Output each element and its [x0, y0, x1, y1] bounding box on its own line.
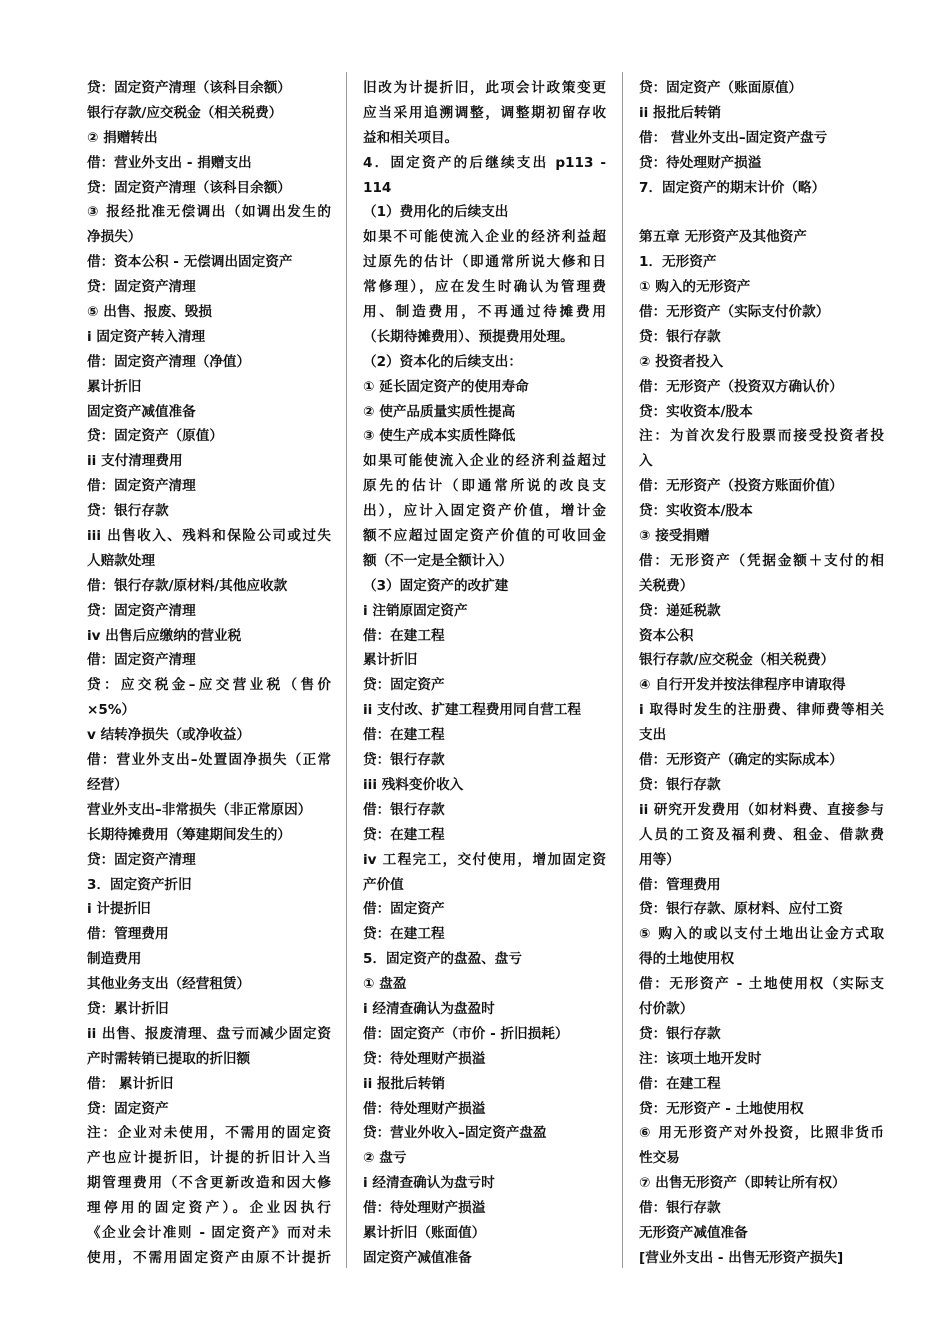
text-line: 贷：累计折旧: [87, 1000, 169, 1017]
text-line: （1）费用化的后续支出: [363, 204, 509, 221]
text-line: 无形资产减值准备: [639, 1224, 748, 1241]
text-line: 贷：固定资产清理（该科目余额）: [87, 80, 291, 96]
text-line: 益和相关项目。: [363, 129, 459, 146]
text-line: ① 延长固定资产的使用寿命: [363, 378, 529, 395]
text-line: 贷：固定资产: [87, 1100, 169, 1117]
text-line: 得的土地使用权: [639, 951, 735, 968]
text-line: 借：待处理财产损溢: [363, 1200, 486, 1217]
text-line: 关税费）: [639, 577, 694, 594]
text-line: 额（不一定是全额计入）: [363, 552, 513, 569]
text-line: ⑤ 购入的或以支付土地出让金方式取: [639, 926, 884, 943]
text-line: 贷：银行存款、原材料、应付工资: [639, 901, 843, 918]
text-line: 使用，不需用固定资产由原不计提折: [87, 1249, 331, 1266]
text-line: v 结转净损失（或净收益）: [87, 727, 251, 744]
text-line: 贷：银行存款: [87, 503, 169, 520]
text-line: 制造费用: [87, 951, 142, 968]
text-line: ③ 接受捐赠: [639, 528, 710, 545]
text-line: （3）固定资产的改扩建: [363, 577, 509, 594]
text-line: 借：管理费用: [87, 926, 169, 943]
text-line: 贷：营业外收入–固定资产盘盈: [363, 1125, 547, 1142]
text-line: 性交易: [639, 1150, 680, 1167]
text-line: ii 支付改、扩建工程费用同自营工程: [363, 702, 581, 719]
text-line: 贷：固定资产清理: [87, 602, 196, 619]
text-line: 产也应计提折旧，计提的折旧计入当: [87, 1150, 331, 1167]
text-line: 贷：固定资产清理（该科目余额）: [87, 179, 291, 196]
text-line: ③ 使生产成本实质性降低: [363, 428, 516, 445]
text-line: 银行存款/应交税金（相关税费）: [639, 652, 835, 669]
text-line: iv 工程完工，交付使用，增加固定资: [363, 851, 606, 868]
text-line: 如果不可能使流入企业的经济利益超: [363, 229, 606, 246]
text-line: 5．固定资产的盘盈、盘亏: [363, 951, 522, 968]
text-line: 7．固定资产的期末计价（略）: [639, 179, 826, 196]
text-line: ii 支付清理费用: [87, 453, 183, 470]
text-line: 借： 累计折旧: [87, 1075, 174, 1092]
text-line: [639, 200, 884, 225]
text-line: 贷：在建工程: [363, 826, 445, 843]
text-line: 借：无形资产（投资双方确认价）: [639, 378, 843, 395]
text-line: 第五章 无形资产及其他资产: [639, 229, 807, 246]
text-line: （2）资本化的后续支出：: [363, 353, 522, 370]
text-line: 固定资产减值准备: [363, 1249, 472, 1266]
text-line: ② 盘亏: [363, 1150, 407, 1167]
text-line: 3．固定资产折旧: [87, 876, 192, 893]
text-line: 注：企业对未使用，不需用的固定资: [87, 1125, 331, 1142]
text-line: ④ 自行开发并按法律程序申请取得: [639, 677, 846, 694]
text-line: 累计折旧（账面值）: [363, 1224, 486, 1241]
text-line: 应当采用追溯调整，调整期初留存收: [363, 104, 606, 121]
text-line: 贷：银行存款: [639, 1025, 721, 1042]
text-line: 其他业务支出（经营租赁）: [87, 976, 251, 993]
column-divider-1: [346, 72, 347, 1268]
text-line: ② 使产品质量实质性提高: [363, 403, 516, 420]
text-line: 借：管理费用: [639, 876, 721, 893]
text-line: 贷：固定资产: [363, 677, 445, 694]
text-line: i 经清查确认为盘盈时: [363, 1000, 495, 1017]
text-line: 114: [363, 179, 392, 196]
text-line: 原先的估计（即通常所说的改良支: [363, 478, 606, 495]
text-line: 借：无形资产（投资方账面价值）: [639, 478, 843, 495]
text-line: 银行存款/应交税金（相关税费）: [87, 104, 283, 121]
text-line: 4．固定资产的后继续支出 p113 -: [363, 154, 606, 171]
text-line: i 取得时发生的注册费、律师费等相关: [639, 702, 884, 719]
text-line: 贷：待处理财产损溢: [363, 1050, 486, 1067]
text-line: 借：在建工程: [363, 727, 445, 744]
text-line: i 计提折旧: [87, 901, 151, 918]
text-line: 1．无形资产: [639, 254, 717, 271]
text-line: 借：银行存款/原材料/其他应收款: [87, 577, 288, 594]
text-line: 借：固定资产清理: [87, 478, 196, 495]
text-line: ⑦ 出售无形资产（即转让所有权）: [639, 1175, 846, 1192]
text-line: 人员的工资及福利费、租金、借款费: [639, 826, 884, 843]
text-line: 借：固定资产清理（净值）: [87, 353, 251, 370]
text-line: 借：无形资产 - 土地使用权（实际支: [639, 976, 884, 993]
text-line: ① 购入的无形资产: [639, 279, 751, 296]
text-line: ii 研究开发费用（如材料费、直接参与: [639, 801, 884, 818]
text-line: 经营）: [87, 776, 128, 793]
text-line: 借：固定资产（市价 - 折旧损耗）: [363, 1025, 569, 1042]
text-line: ⑤ 出售、报废、毁损: [87, 304, 212, 321]
text-line: ii 报批后转销: [363, 1075, 446, 1092]
text-line: 贷：递延税款: [639, 602, 721, 619]
text-line: 净损失）: [87, 229, 142, 246]
text-line: 资本公积: [639, 627, 694, 644]
text-line: 营业外支出–非常损失（非正常原因）: [87, 801, 312, 818]
text-column-3: [639, 76, 884, 1271]
text-line: 贷：固定资产（账面原值）: [639, 80, 803, 96]
text-line: 付价款）: [639, 1000, 694, 1017]
text-line: 借：无形资产（确定的实际成本）: [639, 752, 843, 769]
text-line: 借：营业外支出–处置固净损失（正常: [87, 752, 331, 769]
text-line: 借：银行存款: [363, 801, 445, 818]
text-line: iii 残料变价收入: [363, 776, 464, 793]
text-line: 期管理费用（不含更新改造和因大修: [87, 1175, 331, 1192]
text-line: i 注销原固定资产: [363, 602, 468, 619]
text-line: 贷：应交税金–应交营业税（售价: [87, 677, 331, 694]
text-line: 支出: [639, 727, 667, 744]
text-line: 额不应超过固定资产价值的可收回金: [363, 528, 606, 545]
text-line: 借：在建工程: [639, 1075, 721, 1092]
text-line: 过原先的估计（即通常所说大修和日: [363, 254, 606, 271]
text-line: ② 投资者投入: [639, 353, 724, 370]
text-line: 借：待处理财产损溢: [363, 1100, 486, 1117]
text-line: 借：固定资产: [363, 901, 445, 918]
text-line: 贷：在建工程: [363, 926, 445, 943]
text-line: 入: [639, 453, 653, 470]
text-line: 贷：银行存款: [363, 752, 445, 769]
text-line: 累计折旧: [87, 378, 142, 395]
text-line: ③ 报经批准无偿调出（如调出发生的: [87, 204, 331, 221]
text-line: 固定资产减值准备: [87, 403, 196, 420]
text-line: 人赔款处理: [87, 552, 155, 569]
text-line: i 经清查确认为盘亏时: [363, 1175, 495, 1192]
text-line: 长期待摊费用（筹建期间发生的）: [87, 826, 291, 843]
text-line: iii 出售收入、残料和保险公司或过失: [87, 528, 331, 545]
text-line: 用、制造费用，不再通过待摊费用: [363, 304, 606, 321]
text-line: 贷：固定资产清理: [87, 851, 196, 868]
text-line: 出），应计入固定资产价值，增计金: [363, 503, 606, 520]
text-line: 旧改为计提折旧，此项会计政策变更: [363, 80, 606, 96]
text-line: 贷：实收资本/股本: [639, 503, 753, 520]
text-line: （长期待摊费用）、预提费用处理。: [363, 328, 574, 345]
text-line: 贷：固定资产（原值）: [87, 428, 223, 445]
text-line: 累计折旧: [363, 652, 418, 669]
text-line: 借：银行存款: [639, 1200, 721, 1217]
text-line: 理停用的固定资产）。企业因执行: [87, 1200, 331, 1217]
text-line: 借：营业外支出 - 捐赠支出: [87, 154, 252, 171]
text-line: 常修理），应在发生时确认为管理费: [363, 279, 606, 296]
text-line: 借：无形资产（实际支付价款）: [639, 304, 830, 321]
text-line: ① 盘盈: [363, 976, 407, 993]
text-column-2: [363, 76, 606, 1271]
text-line: 贷：待处理财产损溢: [639, 154, 762, 171]
text-line: 贷：银行存款: [639, 328, 721, 345]
text-line: 贷：无形资产 - 土地使用权: [639, 1100, 804, 1117]
text-column-1: [87, 76, 331, 1271]
text-line: ii 出售、报废清理、盘亏而减少固定资: [87, 1025, 331, 1042]
text-line: ×5%）: [87, 702, 136, 719]
text-line: 产时需转销已提取的折旧额: [87, 1050, 251, 1067]
text-line: 注：为首次发行股票而接受投资者投: [639, 428, 884, 445]
text-line: iv 出售后应缴纳的营业税: [87, 627, 242, 644]
column-divider-2: [622, 72, 623, 1268]
text-line: 贷：银行存款: [639, 776, 721, 793]
text-line: 借：在建工程: [363, 627, 445, 644]
text-line: 如果可能使流入企业的经济利益超过: [363, 453, 606, 470]
text-line: 借：无形资产（凭据金额＋支付的相: [639, 552, 884, 569]
text-line: 贷：实收资本/股本: [639, 403, 753, 420]
text-line: i 固定资产转入清理: [87, 328, 206, 345]
text-line: 贷：固定资产清理: [87, 279, 196, 296]
text-line: 注：该项土地开发时: [639, 1050, 762, 1067]
text-line: ⑥ 用无形资产对外投资，比照非货币: [639, 1125, 884, 1142]
text-line: 借：固定资产清理: [87, 652, 196, 669]
text-line: ii 报批后转销: [639, 104, 722, 121]
text-line: 产价值: [363, 876, 404, 893]
text-line: 借：资本公积 - 无偿调出固定资产: [87, 254, 293, 271]
text-line: 用等）: [639, 851, 680, 868]
text-line: [营业外支出 - 出售无形资产损失]: [639, 1249, 844, 1266]
text-line: 《企业会计准则 - 固定资产》而对未: [87, 1224, 331, 1241]
text-line: 借： 营业外支出–固定资产盘亏: [639, 129, 828, 146]
text-line: ② 捐赠转出: [87, 129, 158, 146]
